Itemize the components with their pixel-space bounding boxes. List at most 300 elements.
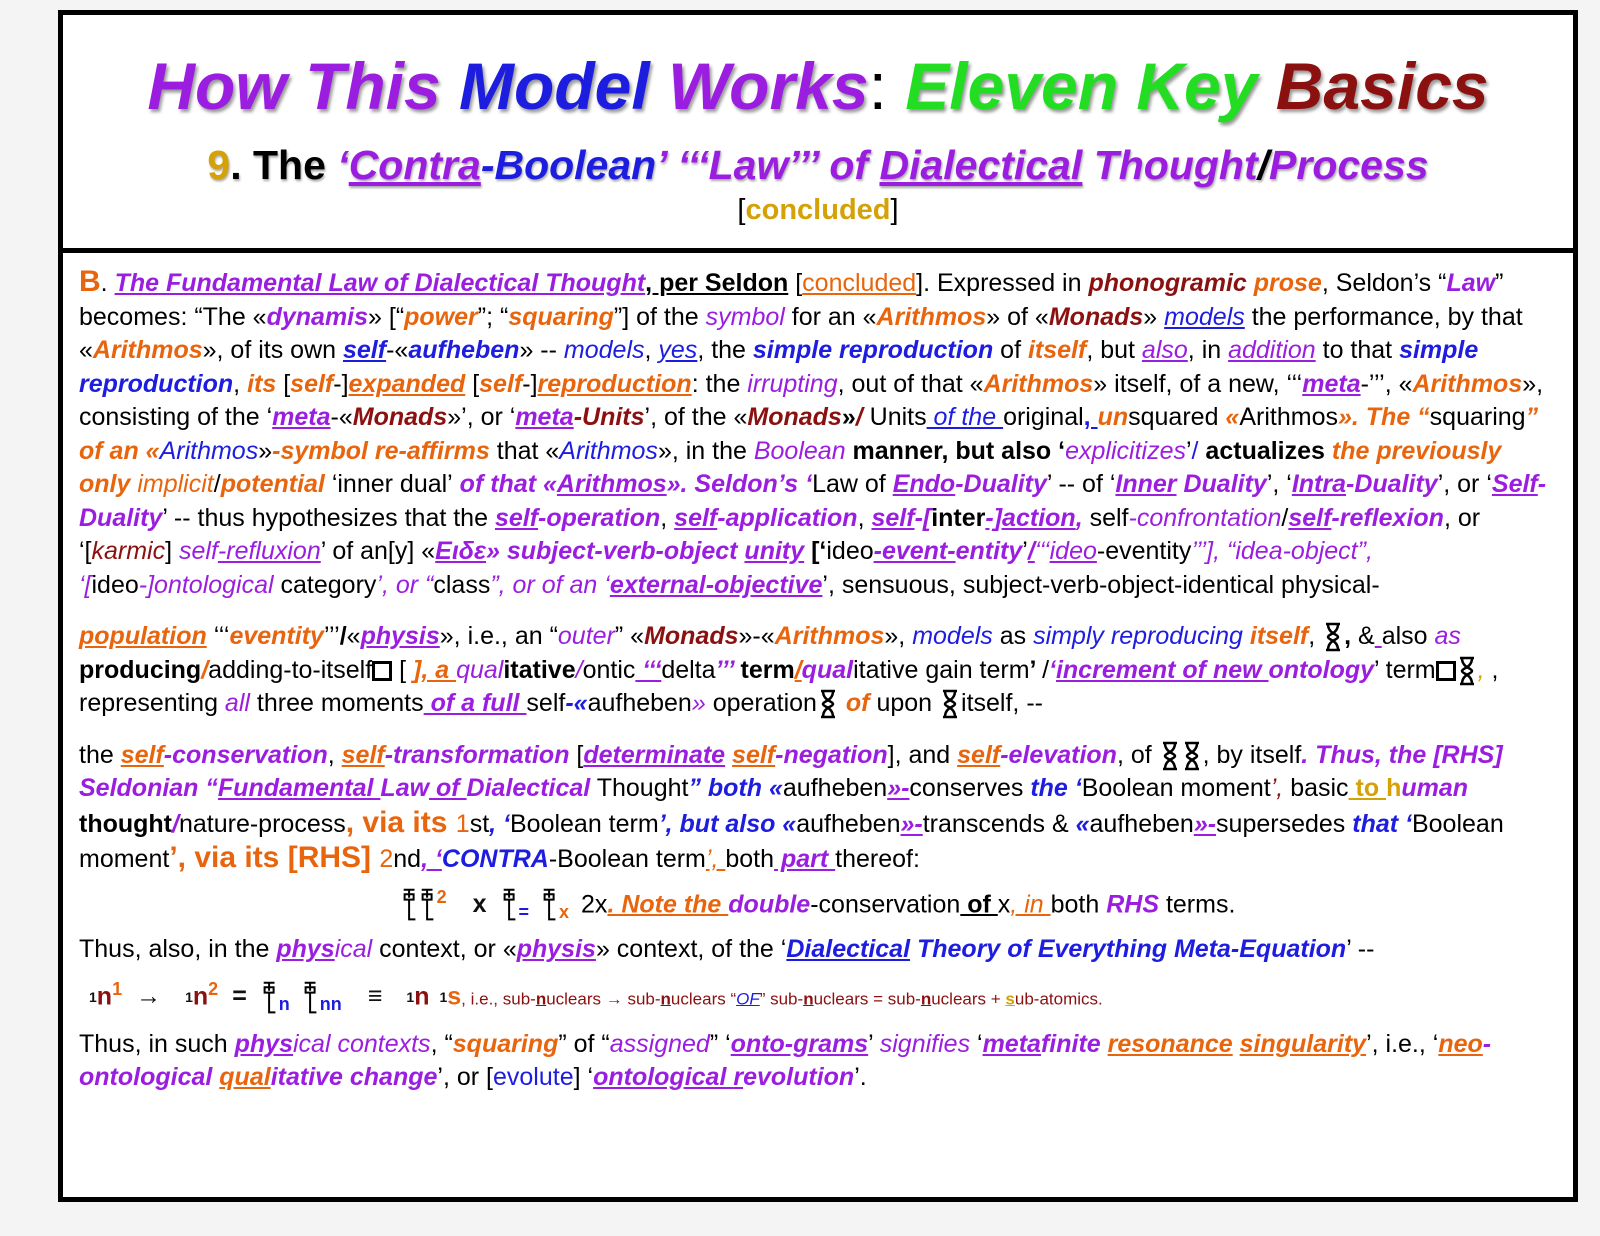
text-run: potential — [220, 470, 325, 498]
text-run: »- — [887, 774, 910, 802]
text-run: uclears → sub- — [546, 989, 661, 1009]
text-run: as — [1427, 622, 1461, 650]
text-run: ] ‘ — [573, 1063, 594, 1092]
subtitle-contra: Contra — [348, 142, 481, 188]
text-run — [1045, 810, 1052, 838]
text-run: uclears = sub- — [813, 989, 921, 1009]
text-run: [ — [465, 369, 480, 398]
text-run: » itself, of a new, ‘‘‘ — [1093, 369, 1303, 398]
text-run: « — [346, 622, 361, 650]
slide-frame — [58, 10, 1578, 1202]
text-run: , — [1075, 503, 1090, 532]
text-run: itself — [1027, 336, 1087, 364]
text-run: -conservation — [810, 889, 961, 918]
text-run: ’ — [1022, 537, 1028, 565]
text-run: The Fundamental Law of Dialectical Thought — [114, 269, 646, 297]
text-run: ontological — [593, 1063, 734, 1092]
text-run: -« — [386, 336, 409, 364]
subtitle-quote: ‘ — [337, 142, 349, 188]
text-run: s — [1005, 989, 1015, 1009]
bracket: ] — [890, 194, 899, 226]
text-run: ’ -- thus hypothesizes that the — [162, 503, 495, 532]
text-run: -confrontation — [1128, 503, 1282, 532]
text-run: ’ -- — [1346, 935, 1375, 964]
text-run: ’’’], “idea-object”, ‘[ — [79, 537, 1373, 599]
text-run: , by — [1202, 740, 1250, 769]
text-run: [ — [788, 269, 803, 297]
text-run: also — [1141, 336, 1188, 364]
plus-box-icon — [372, 661, 392, 681]
text-run: / — [1027, 537, 1035, 565]
text-run: aufheben — [1089, 809, 1194, 838]
text-run: » — [841, 403, 856, 431]
qualitative-symbol-icon — [541, 887, 559, 923]
box-icon — [1436, 661, 1456, 681]
text-run: & — [1051, 809, 1069, 838]
slide-title — [63, 15, 1573, 125]
text-run: the previously only — [79, 436, 1502, 498]
text-run: » — [691, 689, 713, 717]
text-run: dynamis — [266, 302, 369, 331]
text-run — [1243, 622, 1250, 650]
text-run: Arithmos — [876, 302, 987, 331]
text-run: , ‘ — [421, 845, 442, 873]
text-run: , — [1012, 689, 1027, 717]
text-run: meta — [272, 403, 331, 431]
text-run: , in — [1187, 336, 1229, 364]
text-run: of a full — [423, 689, 527, 717]
text-run: → — [136, 982, 162, 1011]
text-run: [ — [392, 655, 413, 684]
text-run: -Duality — [955, 470, 1047, 498]
text-run: ’, but also « — [658, 809, 797, 838]
text-run: « — [1218, 403, 1240, 431]
text-run: qual — [801, 655, 854, 684]
text-run: , Seldon’s “ — [1321, 269, 1447, 297]
text-run: 1 — [185, 988, 193, 1005]
text-run: to that — [1315, 336, 1400, 364]
text-run: transcends — [922, 809, 1046, 838]
qualitative-symbol-icon — [501, 887, 519, 923]
text-run: ‘‘‘ — [635, 655, 662, 684]
slide-subtitle — [63, 137, 1573, 193]
text-run: n — [278, 994, 290, 1015]
text-run: -negation — [775, 740, 888, 769]
text-run: x — [472, 889, 487, 918]
text-run: of — [993, 336, 1028, 364]
text-run: » subject-verb-object — [486, 537, 745, 565]
text-run: squaring — [1429, 403, 1526, 431]
text-run: Arithmos — [774, 622, 885, 650]
text-run: squaring — [452, 1029, 559, 1058]
text-run: assigned — [609, 1029, 710, 1058]
text-run: -conservation — [163, 740, 328, 769]
text-run: evolute — [493, 1063, 574, 1092]
text-run: , the — [697, 336, 753, 364]
text-run: CONTRA — [441, 845, 549, 873]
text-run: , — [1344, 622, 1359, 650]
text-run: the performance, by that « — [79, 302, 1523, 364]
text-run: , via its — [345, 805, 456, 839]
text-run: meta — [982, 1029, 1041, 1058]
text-run: « — [1068, 809, 1090, 838]
text-run: basic — [1290, 774, 1349, 802]
text-run: of that « — [452, 470, 557, 498]
text-run: / — [1042, 655, 1050, 684]
text-run: st — [469, 809, 490, 838]
concluded-tag — [63, 193, 1573, 227]
text-run: that « — [489, 436, 560, 465]
text-run: physical- — [1281, 570, 1380, 599]
paragraph-thus — [79, 739, 1557, 877]
text-run: ». The “ — [1337, 403, 1430, 431]
text-run: phys — [234, 1029, 293, 1058]
text-run: simple reproduction — [752, 336, 994, 364]
text-run: ], and — [887, 740, 958, 769]
text-run: ‘ — [970, 1029, 983, 1058]
paragraph-physical — [79, 933, 1557, 967]
text-run: power — [404, 302, 478, 331]
text-run: [ — [276, 369, 291, 398]
text-run: -symbol re-affirms — [272, 436, 490, 465]
text-run: -eventity — [1096, 537, 1192, 565]
text-run: evolution — [743, 1063, 855, 1092]
text-run: meta — [1302, 369, 1361, 398]
text-run: implicit — [137, 470, 214, 498]
text-run: Thus, in such — [79, 1029, 235, 1058]
text-run: r — [733, 1063, 744, 1092]
text-run: the ‘ — [1023, 774, 1082, 802]
subtitle-dialectical: Dialectical — [879, 142, 1083, 188]
text-run: -[ — [914, 503, 932, 532]
text-run: x — [559, 901, 570, 922]
text-run: onto-grams — [730, 1029, 869, 1058]
text-run: 1 — [406, 988, 415, 1005]
title-colon: : — [868, 49, 906, 123]
text-run: of — [838, 689, 877, 717]
text-run: . — [100, 269, 115, 297]
text-run: Inner — [1115, 470, 1177, 498]
text-run: actualizes — [1198, 436, 1325, 465]
text-run: n — [414, 982, 430, 1011]
text-run: ” both « — [688, 774, 783, 802]
text-run: Duality — [1176, 470, 1267, 498]
text-run: n — [192, 982, 209, 1011]
text-run: ontology — [1268, 655, 1375, 684]
text-run: / — [201, 655, 209, 684]
paragraph-b — [79, 265, 1557, 602]
text-run: karmic — [91, 537, 166, 565]
text-run: subject-verb-object-identical — [962, 570, 1282, 599]
text-run: uclears “ — [670, 989, 737, 1009]
text-run: explicitizes — [1065, 436, 1186, 465]
text-run: Fundamental — [217, 774, 381, 802]
text-run: ’’’ — [715, 655, 741, 684]
text-run: / — [339, 622, 347, 650]
text-run: s — [447, 982, 462, 1011]
text-run: simply reproducing — [1033, 622, 1243, 650]
text-run: . — [1228, 889, 1236, 918]
text-run: itself — [1249, 622, 1309, 650]
text-run: self — [120, 740, 164, 769]
text-run: thought — [79, 809, 173, 838]
text-run: Endo — [892, 470, 956, 498]
text-run: models — [912, 622, 993, 650]
text-run: external-objective — [609, 570, 823, 599]
hourglass-icon — [1159, 741, 1181, 771]
text-run: ’, — [1270, 774, 1291, 802]
text-run: / — [1281, 503, 1289, 532]
text-run: context, or « — [372, 935, 517, 964]
slide-header — [63, 15, 1573, 253]
text-run: ’, or ‘ — [1437, 470, 1492, 498]
text-run: original — [1003, 403, 1084, 431]
text-run: outer — [557, 622, 615, 650]
text-run: 1 — [439, 988, 448, 1005]
text-run: ’, ‘ — [1266, 470, 1292, 498]
text-run: ≡ — [367, 982, 383, 1011]
text-run: also — [1381, 622, 1428, 650]
text-run: -refluxion — [217, 537, 321, 565]
text-run: . Note the — [607, 889, 729, 918]
text-run: self — [341, 740, 385, 769]
text-run: all — [217, 689, 257, 717]
text-run: both — [725, 845, 775, 873]
text-run: yes — [658, 336, 698, 364]
text-run: ‘‘‘ — [1034, 537, 1050, 565]
text-run: ideo — [826, 537, 874, 565]
text-run: aufheben — [408, 336, 520, 364]
text-run: ‘‘‘ — [206, 622, 230, 650]
text-run: that ‘ — [1345, 809, 1412, 838]
text-run: self — [479, 369, 523, 398]
text-run: as — [992, 622, 1034, 650]
text-run: , — [327, 740, 342, 769]
text-run: self — [343, 336, 387, 364]
text-run: ” « — [614, 622, 645, 650]
text-run: three moments — [256, 689, 424, 717]
text-run: , — [948, 570, 963, 599]
text-run: / — [1191, 436, 1199, 465]
text-run: ”, or of an ‘ — [490, 570, 610, 599]
text-run: -Duality — [79, 470, 1547, 532]
text-run: the — [79, 740, 121, 769]
text-run: ” ‘ — [709, 1029, 731, 1058]
text-run: of — [429, 774, 467, 802]
slide-body — [63, 253, 1573, 1095]
qualitative-symbol-icon — [302, 980, 320, 1016]
equation-squaring — [79, 881, 1557, 930]
subtitle-the: . The — [230, 142, 338, 188]
text-run: upon — [876, 689, 940, 717]
text-run: Boolean — [753, 436, 846, 465]
text-run: / — [794, 655, 802, 684]
text-run: physis — [360, 622, 440, 650]
text-run: operation — [712, 689, 817, 717]
text-run: aufheben — [782, 774, 888, 802]
text-run: h — [1386, 774, 1402, 802]
text-run: = — [518, 901, 530, 922]
subtitle-of: ’’’ of — [788, 142, 880, 188]
text-run: Theory of Everything Meta-Equation — [910, 935, 1347, 964]
hourglass-icon — [1456, 656, 1478, 686]
text-run: itative change — [270, 1063, 438, 1092]
text-run: » [“ — [368, 302, 405, 331]
text-run: resonance — [1107, 1029, 1233, 1058]
text-run: its — [247, 369, 277, 398]
text-run: self — [179, 537, 218, 565]
text-run: ‘ — [1049, 655, 1056, 684]
text-run: Monads — [644, 622, 739, 650]
text-run: ” sub- — [759, 989, 804, 1009]
qualitative-symbol-icon — [261, 980, 279, 1016]
text-run: » — [1143, 302, 1165, 331]
text-run: itself — [961, 689, 1013, 717]
text-run: -Boolean term — [548, 845, 706, 873]
text-run: , — [1477, 655, 1492, 684]
text-run: : the — [691, 369, 748, 398]
text-run: / — [575, 655, 583, 684]
subtitle-slash: / — [1257, 142, 1270, 188]
text-run: , — [660, 503, 675, 532]
text-run: ” becomes: “The « — [79, 269, 1504, 331]
text-run: -’’’, « — [1360, 369, 1413, 398]
text-run: terms — [1165, 889, 1229, 918]
text-run: adding-to-itself — [208, 655, 373, 684]
text-run: 2 — [379, 845, 394, 873]
text-run: RHS — [1099, 889, 1166, 918]
text-run: sensuous — [841, 570, 949, 599]
text-run: / — [855, 403, 863, 431]
text-run: aufheben — [796, 809, 901, 838]
text-run: class — [433, 570, 491, 599]
text-run: self — [674, 503, 718, 532]
text-run: determinate — [583, 740, 726, 769]
text-run: finite — [1040, 1029, 1108, 1058]
text-run: self — [494, 503, 539, 532]
text-run: Arithmos — [1412, 369, 1523, 398]
text-run: : — [912, 845, 920, 873]
text-run: ’ of an[y] « — [320, 537, 436, 565]
bracket: [ — [737, 194, 746, 226]
text-run: -reflexion — [1331, 503, 1444, 532]
text-run: -elevation — [1000, 740, 1117, 769]
text-run: Boolean term — [509, 809, 659, 838]
text-run: -ontological — [79, 1029, 1492, 1092]
text-run: Arithmos — [983, 369, 1094, 398]
text-run: -operation — [538, 503, 661, 532]
text-run: itative — [503, 655, 576, 684]
text-run: term — [740, 655, 795, 684]
paragraph-contexts — [79, 1028, 1557, 1095]
hourglass-icon — [1181, 741, 1203, 771]
text-run: -Units — [573, 403, 645, 431]
text-run: self — [526, 689, 566, 717]
text-run: -] — [333, 369, 349, 398]
title-eleven-key: Eleven Key — [905, 49, 1276, 123]
text-run: , representing — [79, 655, 1499, 717]
text-run: », of its own — [202, 336, 343, 364]
text-run: Monads — [1048, 302, 1144, 331]
text-run: self — [1089, 503, 1129, 532]
text-run: 2 — [208, 978, 219, 999]
text-run — [725, 741, 732, 769]
text-run: », in the — [657, 436, 754, 465]
text-run: delta — [661, 655, 716, 684]
text-run: ideo — [91, 570, 139, 599]
text-run: -] — [522, 369, 538, 398]
text-run: Dialectical — [786, 935, 911, 964]
text-run: ontic — [582, 655, 636, 684]
text-run: ’ term — [1374, 655, 1436, 684]
text-run: uclears + — [931, 989, 1006, 1009]
text-run: ’, or [ — [437, 1063, 493, 1092]
text-run: physis — [516, 935, 596, 964]
text-run: . Thus, the [RHS] Seldonian “ — [79, 740, 1503, 802]
text-run: , per Seldon — [645, 269, 789, 297]
text-run: »- — [1193, 809, 1217, 838]
text-run: self — [1288, 503, 1332, 532]
hourglass-icon — [817, 689, 839, 719]
dialectical-formula — [79, 973, 1557, 1022]
text-run: Law of — [812, 470, 893, 498]
text-run: , ‘ — [489, 809, 510, 838]
text-run: ’, — [705, 845, 726, 873]
text-run: concluded — [802, 269, 917, 297]
text-run: -application — [717, 503, 858, 532]
text-run: Arithmos — [559, 436, 658, 465]
text-run: ”] of the — [613, 302, 706, 331]
text-run: -]ontological — [138, 570, 281, 599]
subtitle-number: 9 — [207, 142, 231, 188]
text-run: », consisting of the ‘ — [79, 369, 1544, 431]
text-run: n — [803, 989, 814, 1009]
text-run: = — [232, 982, 247, 1011]
text-run: ‘inner dual’ — [324, 470, 453, 498]
text-run: inter — [931, 503, 986, 532]
text-run: Thus, also, in the — [79, 935, 277, 964]
text-run: irrupting — [747, 369, 838, 398]
text-run: population — [79, 622, 207, 650]
subtitle-quote: ’ ‘‘‘ — [656, 142, 709, 188]
text-run: , but — [1086, 336, 1142, 364]
text-run: category — [280, 570, 377, 599]
text-run: squared — [1128, 403, 1219, 431]
text-run: [‘ — [804, 537, 827, 565]
text-run: part — [774, 845, 836, 873]
text-run: , — [1083, 403, 1098, 431]
hourglass-icon — [939, 689, 961, 719]
text-run: of the — [926, 403, 1004, 431]
text-run: 2x — [581, 889, 608, 918]
text-run: & — [1358, 622, 1375, 650]
text-run: Intra — [1291, 470, 1347, 498]
text-run: , out of that « — [837, 369, 984, 398]
text-run: » of « — [986, 302, 1049, 331]
title-basics: Basics — [1275, 49, 1489, 123]
text-run: reproduction — [537, 369, 692, 398]
text-run: prose — [1246, 269, 1322, 297]
qualitative-symbol-icon — [401, 887, 419, 923]
text-run: Thought — [590, 774, 689, 802]
concluded-label: concluded — [745, 194, 891, 226]
text-run — [1375, 622, 1382, 650]
text-run: / — [172, 809, 179, 838]
text-run: Monads — [352, 403, 448, 431]
text-run: »- — [900, 809, 923, 838]
subtitle-law: Law — [708, 142, 789, 188]
text-run: addition — [1228, 336, 1316, 364]
